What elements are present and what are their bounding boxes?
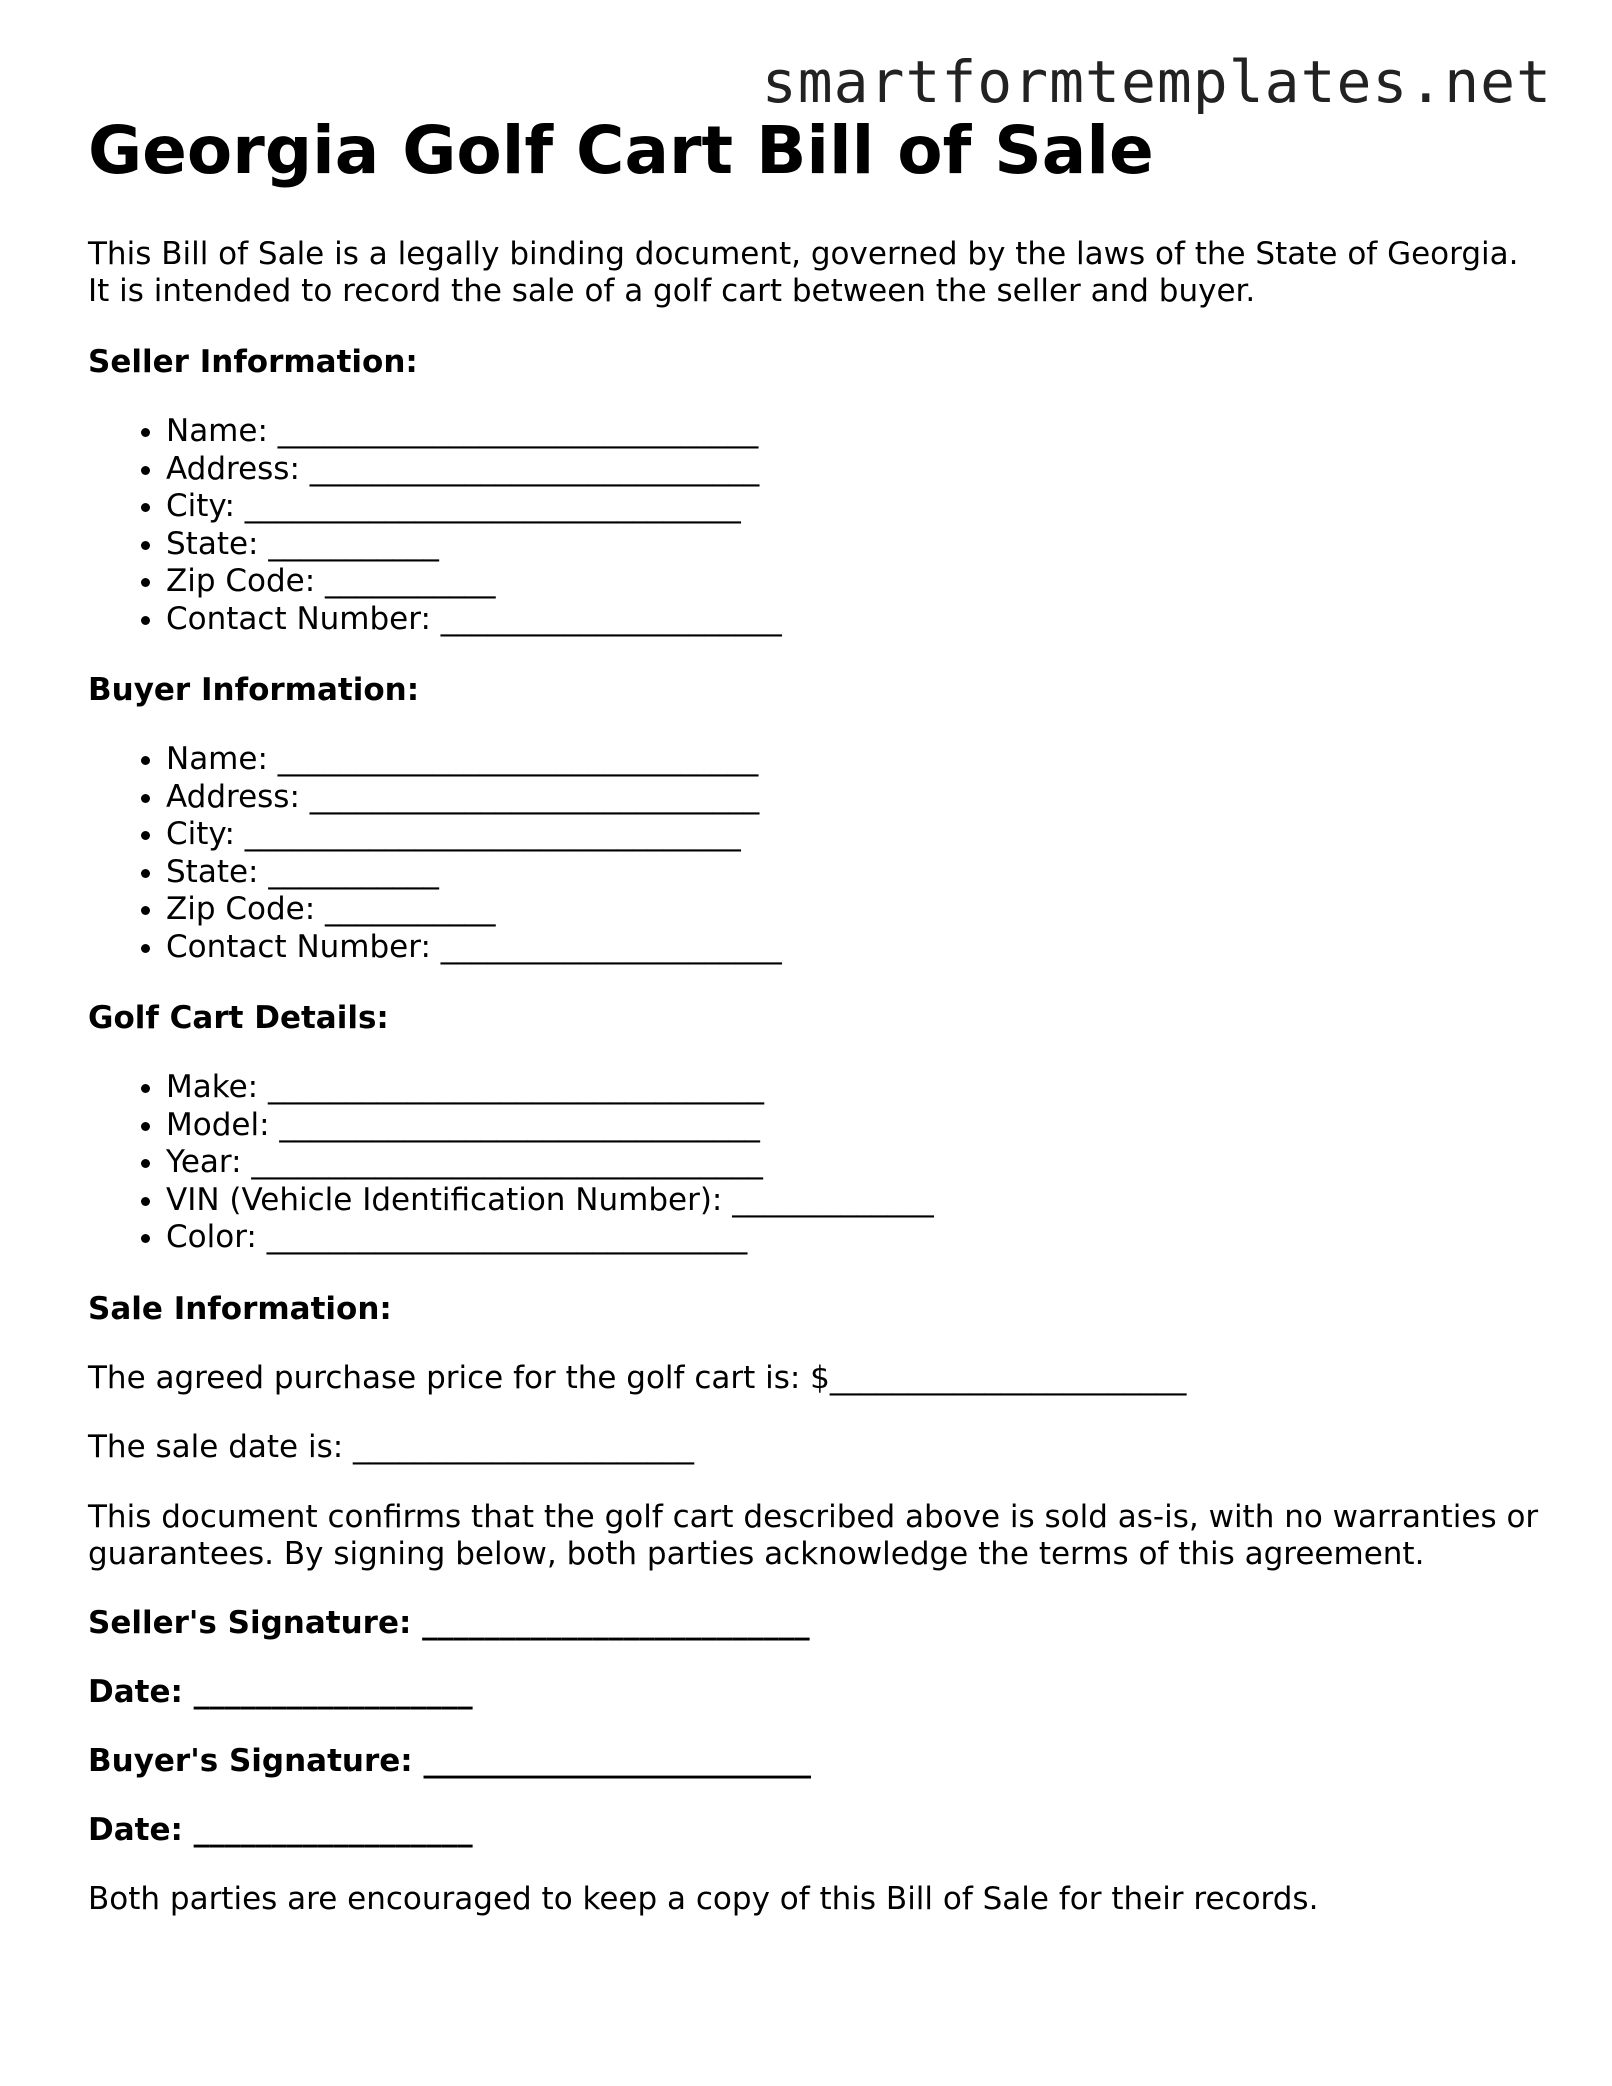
seller-contact-field[interactable]: • Contact Number: ______________________ [166,601,1548,639]
cart-year-field[interactable]: • Year: _________________________________ [166,1144,1548,1182]
document-page [88,108,1548,1918]
buyer-signature-field[interactable]: Buyer's Signature: _________________________ [88,1742,811,1779]
buyer-state-field[interactable]: • State: ___________ [166,854,1548,892]
as-is-disclaimer: This document confirms that the golf cart described above is sold as-is, with no warranties or guarantees. By signing below, both parties acknowledge the terms of this agreement. [88,1498,1539,1572]
seller-state-field[interactable]: • State: ___________ [166,526,1548,564]
buyer-address-field[interactable]: • Address: _____________________________ [166,779,1548,817]
seller-field-list [88,413,1548,638]
buyer-name-field[interactable]: • Name: _______________________________ [166,741,1548,779]
seller-zip-field[interactable]: • Zip Code: ___________ [166,563,1548,601]
cart-field-list [88,1069,1548,1257]
closing-note: Both parties are encouraged to keep a copy of this Bill of Sale for their records. [88,1880,1319,1917]
cart-model-field[interactable]: • Model: _______________________________ [166,1107,1548,1145]
buyer-zip-field[interactable]: • Zip Code: ___________ [166,891,1548,929]
buyer-contact-field[interactable]: • Contact Number: ______________________ [166,929,1548,967]
document-title: Georgia Golf Cart Bill of Sale [88,112,1154,189]
seller-signature-field[interactable]: Seller's Signature: _________________________ [88,1604,810,1641]
cart-make-field[interactable]: • Make: ________________________________ [166,1069,1548,1107]
sale-date-field[interactable]: The sale date is: ______________________ [88,1428,695,1465]
cart-vin-field[interactable]: • VIN (Vehicle Identification Number): _____________ [166,1182,1548,1220]
seller-name-field[interactable]: • Name: _______________________________ [166,413,1548,451]
watermark-text: smartformtemplates.net [761,48,1552,116]
sale-section-heading: Sale Information: [88,1290,392,1327]
cart-color-field[interactable]: • Color: _______________________________ [166,1219,1548,1257]
seller-date-field[interactable]: Date: __________________ [88,1673,473,1710]
seller-address-field[interactable]: • Address: _____________________________ [166,451,1548,489]
buyer-field-list [88,741,1548,966]
intro-paragraph: This Bill of Sale is a legally binding document, governed by the laws of the State of Georgia. It is intended to record the sale of a golf cart between the seller and buyer. [88,236,1519,309]
seller-section-heading: Seller Information: [88,344,418,380]
buyer-section-heading: Buyer Information: [88,672,420,708]
cart-section-heading: Golf Cart Details: [88,1000,389,1036]
purchase-price-field[interactable]: The agreed purchase price for the golf cart is: $_______________________ [88,1359,1187,1396]
buyer-date-field[interactable]: Date: __________________ [88,1811,473,1848]
seller-city-field[interactable]: • City: ________________________________ [166,488,1548,526]
buyer-city-field[interactable]: • City: ________________________________ [166,816,1548,854]
